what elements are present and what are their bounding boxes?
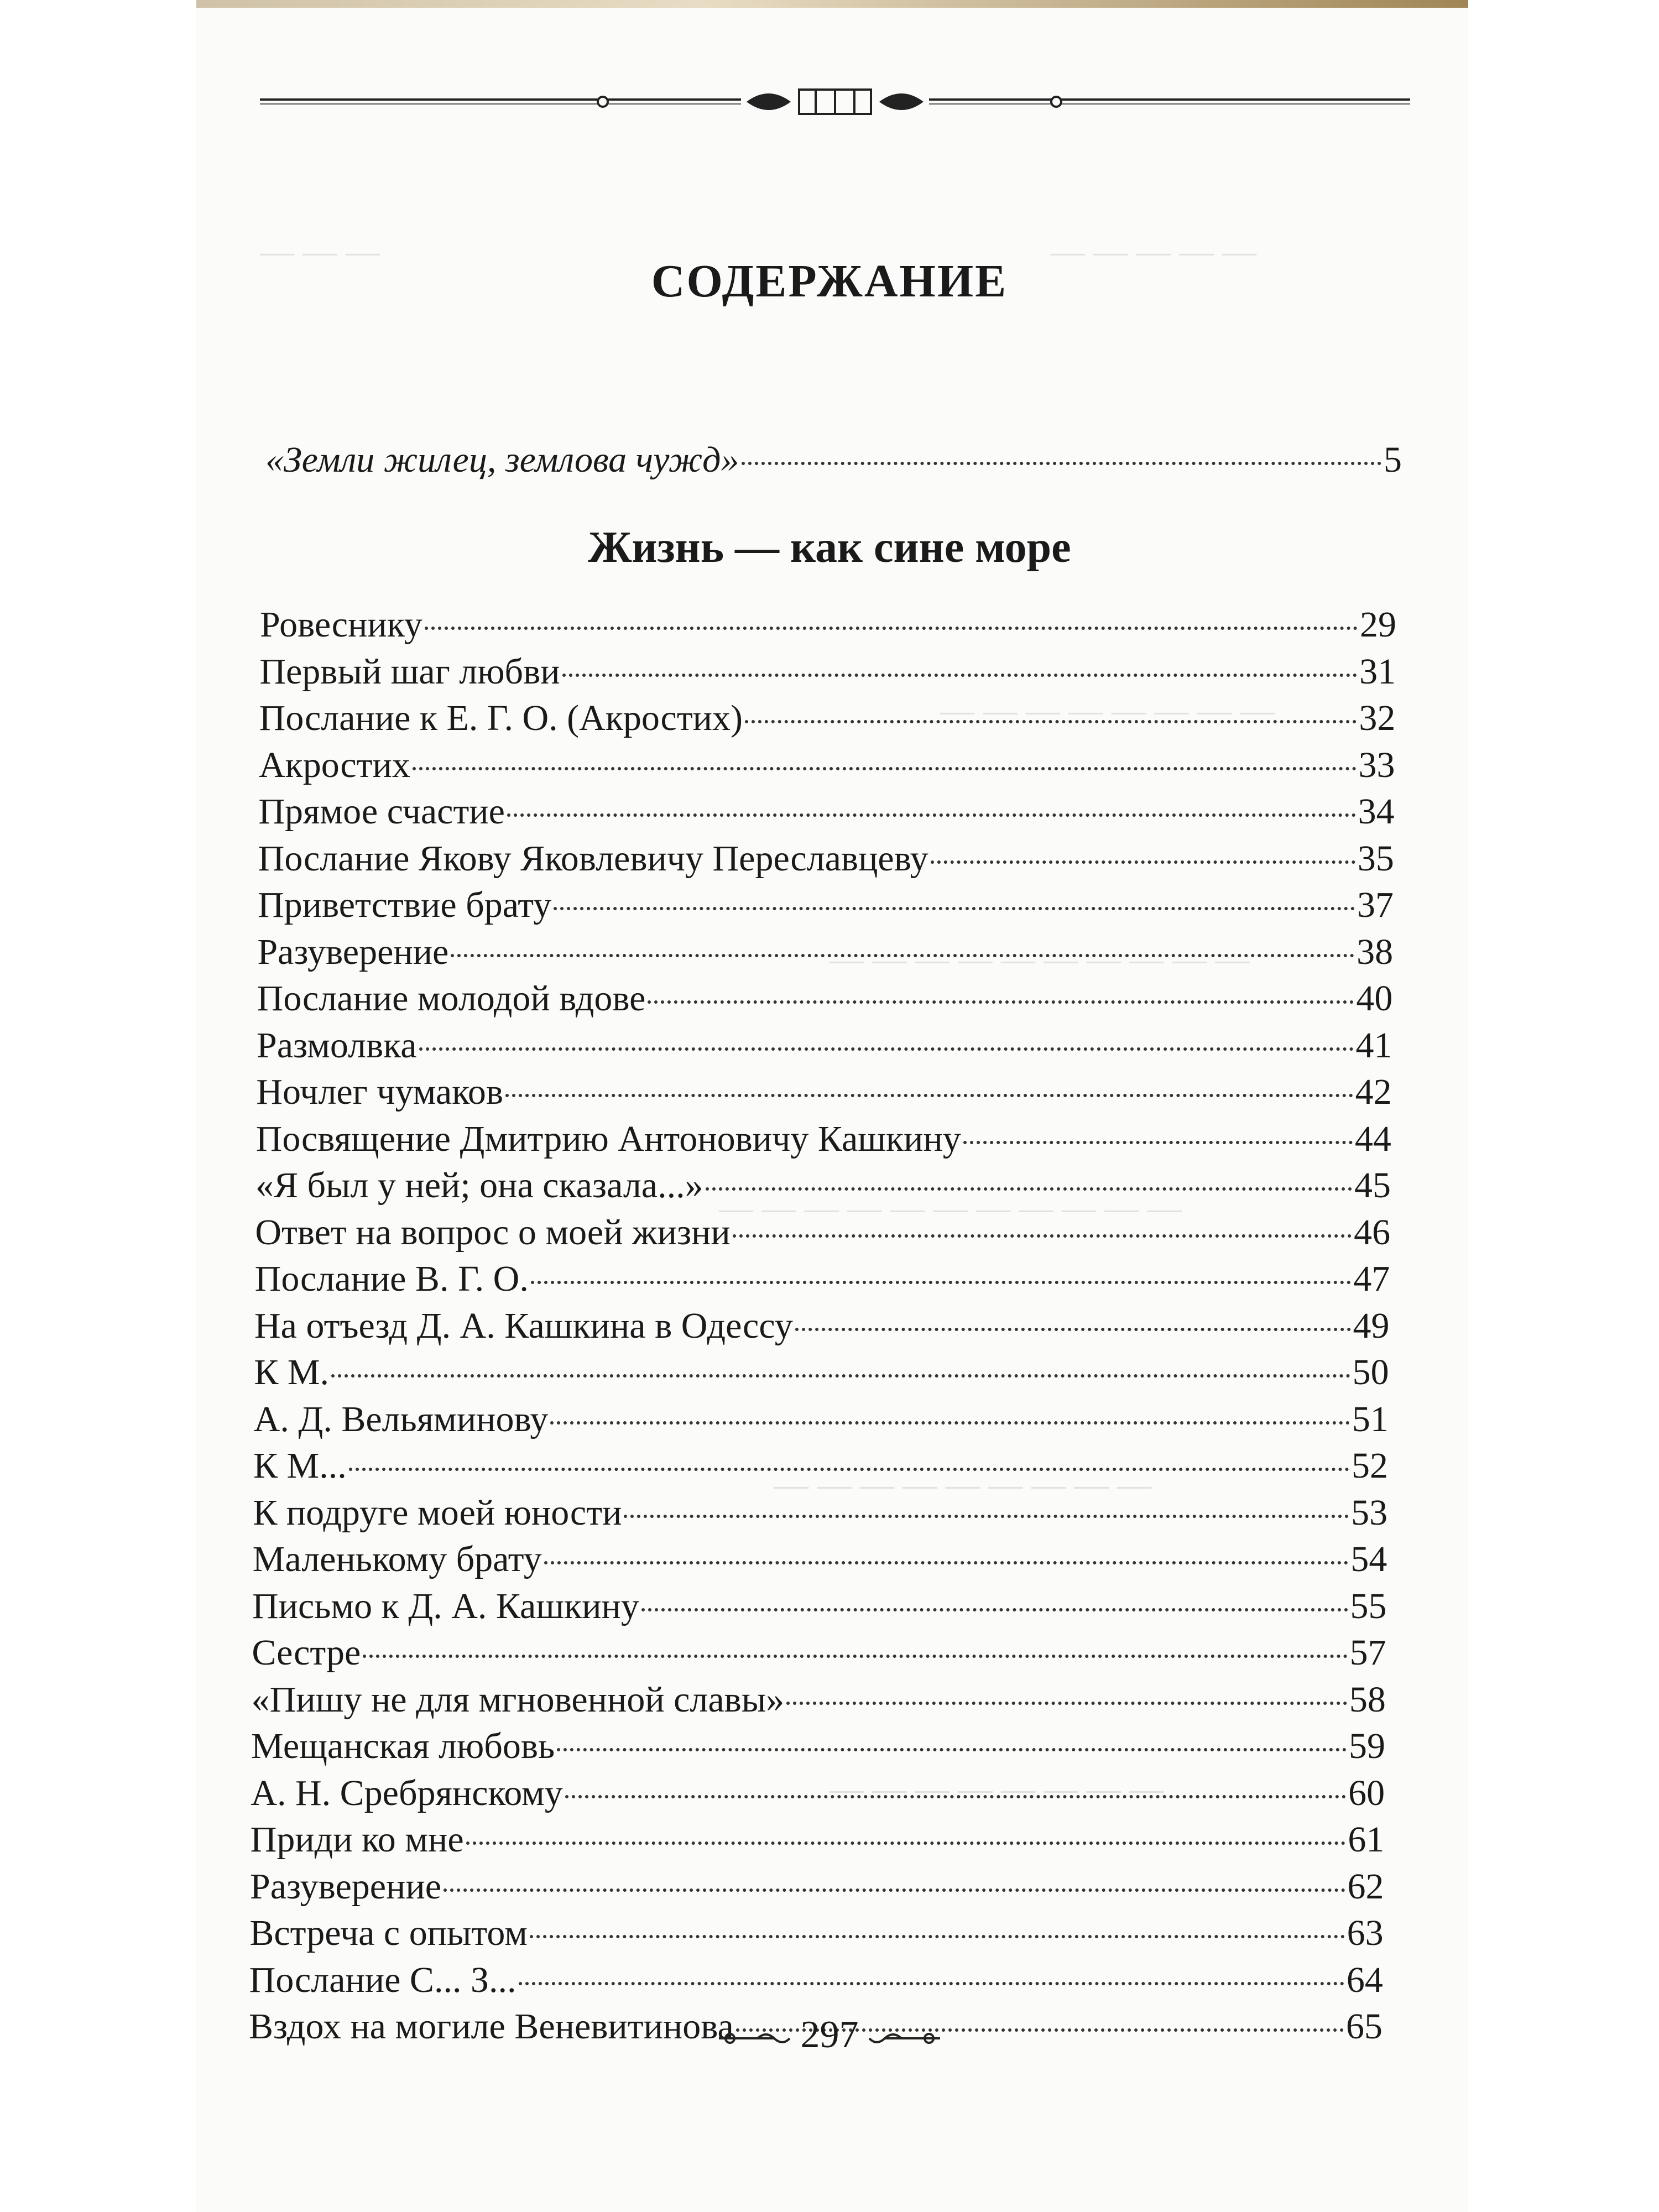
toc-entry[interactable] — [259, 650, 1396, 694]
toc-entry[interactable] — [252, 1631, 1386, 1675]
dot-leader — [519, 1982, 1344, 1985]
dot-leader — [331, 1374, 1350, 1378]
dot-leader — [745, 720, 1357, 723]
toc-entry-title: «Я был у ней; она сказала...» — [255, 1165, 703, 1206]
toc-entry-title: «Земли жилец, землова чужд» — [265, 440, 739, 480]
toc-entry[interactable] — [260, 603, 1396, 647]
toc-entry-page: 54 — [1350, 1539, 1387, 1579]
toc-entry[interactable] — [251, 1771, 1385, 1815]
dot-leader — [742, 462, 1381, 465]
toc-entry[interactable] — [251, 1818, 1385, 1862]
toc-entry-page: 50 — [1352, 1352, 1389, 1392]
toc-entry-page: 65 — [1346, 2006, 1383, 2047]
toc-entry-page: 42 — [1355, 1072, 1392, 1112]
dot-leader — [648, 1000, 1354, 1004]
toc-entry-page: 55 — [1350, 1585, 1387, 1626]
page-number: 297 — [800, 2013, 859, 2056]
toc-entry-title: Посвящение Дмитрию Антоновичу Кашкину — [255, 1118, 961, 1159]
toc-entry-page: 37 — [1357, 885, 1394, 925]
toc-entry-title: К подруге моей юности — [253, 1492, 622, 1533]
dot-leader — [413, 767, 1357, 770]
toc-entry-page: 38 — [1357, 931, 1394, 972]
toc-entry-title: Встреча с опытом — [249, 1913, 528, 1953]
toc-entry-page: 5 — [1384, 440, 1402, 480]
toc-entry-page: 44 — [1354, 1118, 1391, 1159]
toc-entry-title: Послание С... З... — [249, 1959, 517, 2000]
toc-entry-page: 52 — [1352, 1446, 1388, 1486]
toc-entry-page: 62 — [1347, 1866, 1384, 1907]
toc-entry-page: 35 — [1357, 838, 1394, 879]
dot-leader — [554, 907, 1355, 910]
toc-entry-page: 57 — [1349, 1632, 1386, 1673]
toc-entry-title: Письмо к Д. А. Кашкину — [252, 1585, 639, 1626]
toc-entry[interactable] — [256, 1117, 1391, 1161]
toc-entry-page: 53 — [1351, 1492, 1388, 1533]
dot-leader — [349, 1468, 1349, 1471]
toc-entry-title: Первый шаг любви — [259, 651, 560, 692]
toc-entry-title: Послание Якову Яковлевичу Переславцеву — [258, 838, 928, 879]
toc-entry-title: «Пишу не для мгновенной славы» — [251, 1679, 785, 1720]
toc-entry-title: Послание В. Г. О. — [254, 1259, 529, 1299]
toc-entry-page: 58 — [1349, 1679, 1386, 1720]
toc-entry-title: Приветствие брату — [258, 885, 552, 925]
toc-entry[interactable] — [258, 883, 1394, 927]
toc-entry-page: 40 — [1356, 978, 1393, 1019]
footer-ornament-left — [719, 2027, 791, 2049]
toc-entry-title: Ночлег чумаков — [256, 1072, 504, 1112]
toc-entry[interactable] — [254, 1397, 1389, 1442]
toc-entry[interactable] — [252, 1678, 1386, 1722]
dot-leader — [363, 1655, 1347, 1658]
toc-entry[interactable] — [254, 1304, 1390, 1348]
toc-entry[interactable] — [254, 1350, 1389, 1395]
toc-entry-title: Послание к Е. Г. О. (Акростих) — [259, 698, 743, 738]
toc-entry-page: 31 — [1359, 651, 1396, 692]
dot-leader — [931, 860, 1355, 864]
dot-leader — [641, 1608, 1348, 1611]
toc-entry-page: 51 — [1352, 1399, 1389, 1439]
contents-title: СОДЕРЖАНИЕ — [651, 255, 1008, 307]
toc-entry-title: Акростих — [259, 744, 410, 785]
toc-entry-title: Сестре — [252, 1632, 361, 1673]
dot-leader — [544, 1561, 1349, 1564]
toc-entry[interactable] — [259, 696, 1396, 740]
toc-entry-title: Ровеснику — [260, 604, 422, 645]
dot-leader — [624, 1515, 1349, 1518]
toc-entry[interactable] — [256, 1070, 1391, 1114]
dot-leader — [419, 1047, 1354, 1051]
toc-entry-page: 47 — [1353, 1259, 1390, 1299]
toc-entry-title: Маленькому брату — [252, 1539, 542, 1579]
toc-entry[interactable] — [255, 1211, 1390, 1255]
toc-entry[interactable] — [249, 1958, 1383, 2002]
dot-leader — [786, 1702, 1347, 1705]
toc-entry[interactable] — [258, 790, 1394, 834]
dot-leader — [531, 1281, 1351, 1284]
toc-entry-page: 45 — [1354, 1165, 1391, 1206]
footer-ornament-right — [868, 2027, 940, 2049]
dot-leader — [565, 1795, 1346, 1798]
toc-entry-page: 49 — [1353, 1305, 1390, 1346]
toc-entry[interactable] — [253, 1491, 1387, 1535]
toc-entry-title: Прямое счастие — [258, 791, 505, 832]
toc-entry-page: 41 — [1355, 1025, 1392, 1066]
dot-leader — [425, 627, 1358, 630]
toc-entry-title: Послание молодой вдове — [257, 978, 646, 1019]
toc-entry-title: Мещанская любовь — [251, 1726, 555, 1766]
toc-entry-page: 61 — [1348, 1819, 1385, 1860]
toc-entry[interactable] — [251, 1724, 1385, 1768]
toc-entry-page: 33 — [1358, 744, 1395, 785]
dot-leader — [466, 1841, 1346, 1845]
toc-entry-page: 34 — [1358, 791, 1395, 832]
toc-entry[interactable] — [253, 1444, 1388, 1488]
toc-entry[interactable] — [253, 1537, 1387, 1582]
dot-leader — [507, 813, 1356, 817]
page-footer — [0, 2013, 1659, 2057]
toc-entry-title: На отъезд Д. А. Кашкина в Одессу — [254, 1305, 793, 1346]
toc-entry[interactable] — [257, 977, 1393, 1021]
toc-entry-title: К М... — [253, 1446, 347, 1486]
dot-leader — [562, 674, 1358, 677]
toc-entry-title: Вздох на могиле Веневитинова — [249, 2006, 734, 2047]
toc-entry[interactable] — [257, 930, 1393, 974]
toc-entry[interactable] — [252, 1584, 1387, 1629]
toc-entry[interactable] — [250, 1865, 1384, 1909]
toc-entry-title: К М. — [254, 1352, 330, 1392]
toc-entry[interactable] — [259, 743, 1395, 787]
toc-entry[interactable] — [258, 837, 1394, 881]
toc-entry[interactable] — [257, 1024, 1392, 1068]
dot-leader — [706, 1187, 1352, 1191]
toc-entry-title: Разуверение — [257, 931, 449, 972]
toc-entry-page: 32 — [1359, 698, 1396, 738]
section-heading: Жизнь — как сине море — [588, 523, 1071, 572]
dot-leader — [557, 1748, 1347, 1751]
toc-entry-intro[interactable] — [265, 438, 1402, 482]
toc-entry-title: Размолвка — [257, 1025, 417, 1066]
dot-leader — [451, 954, 1354, 957]
dot-leader — [963, 1141, 1353, 1144]
toc-entry-title: А. Н. Сребрянскому — [251, 1772, 563, 1813]
toc-entry[interactable] — [255, 1164, 1391, 1208]
dot-leader — [550, 1421, 1349, 1425]
toc-entry-page: 64 — [1346, 1959, 1383, 2000]
dot-leader — [444, 1888, 1345, 1892]
toc-entry-page: 63 — [1347, 1913, 1384, 1953]
dot-leader — [505, 1094, 1353, 1097]
dot-leader — [733, 1234, 1352, 1238]
toc-entry[interactable] — [255, 1257, 1390, 1301]
toc-entry-title: А. Д. Вельяминову — [253, 1399, 549, 1439]
toc-entry-page: 59 — [1349, 1726, 1385, 1766]
dot-leader — [530, 1935, 1345, 1938]
toc-entry-page: 60 — [1348, 1772, 1385, 1813]
dot-leader — [795, 1328, 1351, 1331]
toc-entry-title: Ответ на вопрос о моей жизни — [255, 1212, 731, 1253]
toc-entry[interactable] — [249, 1911, 1383, 1955]
toc-entry-title: Разуверение — [250, 1866, 441, 1907]
toc-entry-page: 29 — [1360, 604, 1396, 645]
toc-entry-page: 46 — [1354, 1212, 1391, 1253]
toc-entry-title: Приди ко мне — [250, 1819, 464, 1860]
